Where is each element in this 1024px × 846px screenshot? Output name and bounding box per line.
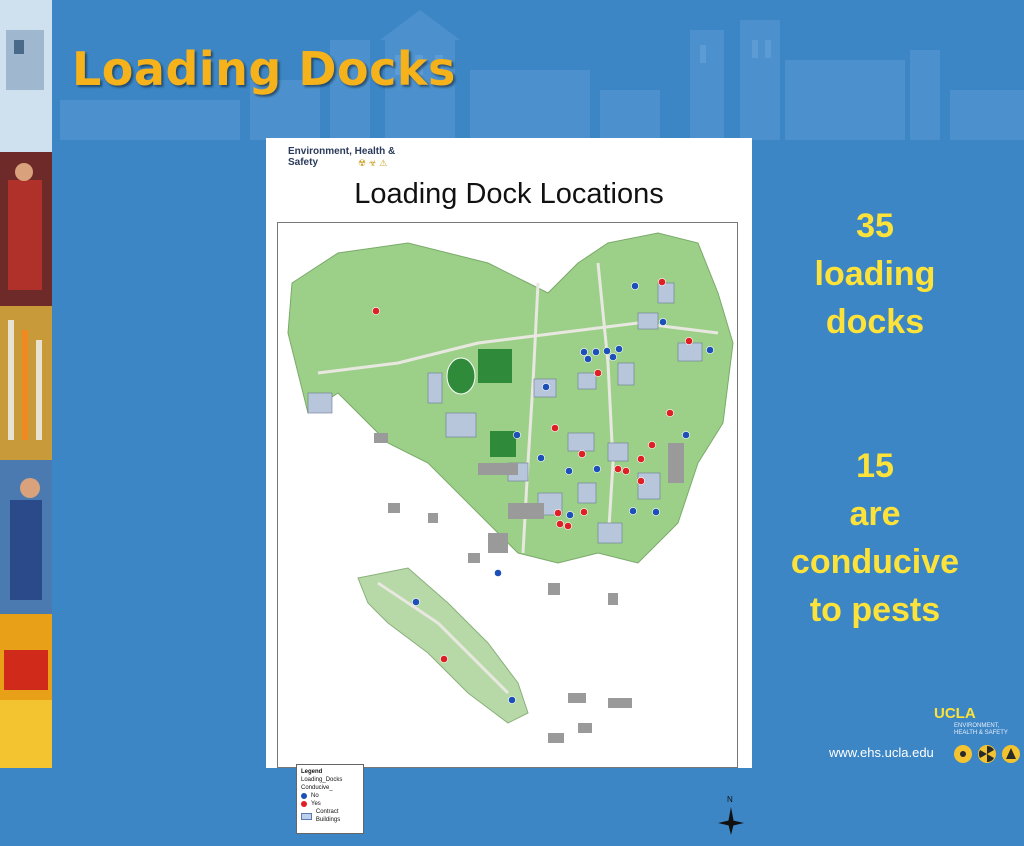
ehs-org-name: Environment, Health & Safety [288, 146, 396, 168]
ucla-ehs-logo [932, 705, 1012, 745]
loading-dock-conducive [578, 450, 585, 457]
conducive-line4: to pests [809, 591, 941, 629]
loading-dock-conducive [564, 522, 571, 529]
legend-row-yes [301, 800, 359, 808]
conducive-docks-stat [770, 442, 980, 634]
map-panel [266, 138, 752, 823]
slide-title: Loading Docks [72, 42, 456, 96]
legend-field: Conducive_ [301, 785, 333, 791]
total-docks-number: 35 [856, 207, 894, 245]
loading-dock-not-conducive [566, 511, 573, 518]
total-docks-line3: docks [825, 303, 925, 341]
loading-dock-conducive [637, 455, 644, 462]
loading-dock-not-conducive [629, 507, 636, 514]
loading-dock-conducive [685, 337, 692, 344]
loading-dock-not-conducive [513, 431, 520, 438]
north-label: N [727, 795, 733, 804]
building-swatch-icon [301, 813, 312, 820]
conducive-line2: are [849, 495, 901, 533]
loading-dock-conducive [666, 409, 673, 416]
map-title: Loading Dock Locations [354, 178, 664, 210]
loading-dock-not-conducive [565, 467, 572, 474]
conducive-line3: conducive [790, 543, 960, 581]
biohazard-icon [954, 745, 972, 763]
blue-dot-icon [301, 793, 307, 799]
legend-heading: Legend [301, 769, 323, 775]
legend-row-no [301, 792, 359, 800]
loading-dock-not-conducive [537, 454, 544, 461]
loading-dock-conducive [440, 655, 447, 662]
safety-icon [1002, 745, 1020, 763]
hazard-symbols-icon: ☢ ☣ ⚠ [358, 158, 388, 168]
loading-dock-not-conducive [584, 355, 591, 362]
loading-dock-not-conducive [659, 318, 666, 325]
ball-field [490, 431, 516, 457]
north-arrow [714, 795, 748, 841]
legend-buildings-label: Contract Buildings [315, 809, 341, 823]
track-field [447, 358, 475, 394]
loading-dock-conducive [658, 278, 665, 285]
loading-dock-not-conducive [494, 569, 501, 576]
loading-dock-conducive [648, 441, 655, 448]
ucla-logo-text: UCLA [934, 705, 976, 722]
photo-strip [0, 0, 52, 768]
total-docks-stat [770, 202, 980, 346]
loading-dock-not-conducive [609, 353, 616, 360]
loading-dock-conducive [614, 465, 621, 472]
loading-dock-not-conducive [615, 345, 622, 352]
loading-dock-not-conducive [592, 348, 599, 355]
hazard-icons [952, 743, 1022, 765]
radiation-icon [978, 745, 996, 763]
loading-dock-conducive [556, 520, 563, 527]
loading-dock-conducive [622, 467, 629, 474]
loading-dock-not-conducive [508, 696, 515, 703]
campus-map-drawing [278, 223, 737, 767]
campus-map [277, 222, 738, 823]
loading-dock-conducive [580, 508, 587, 515]
ehs-dept-text: ENVIRONMENT, HEALTH & SAFETY [954, 723, 1008, 736]
map-legend [296, 764, 364, 834]
loading-dock-not-conducive [412, 598, 419, 605]
loading-dock-not-conducive [593, 465, 600, 472]
soccer-field [478, 349, 512, 383]
legend-row-buildings [301, 808, 359, 824]
loading-dock-conducive [594, 369, 601, 376]
loading-dock-conducive [551, 424, 558, 431]
legend-yes-label: Yes [311, 801, 321, 807]
south-campus-area [358, 568, 528, 723]
loading-dock-not-conducive [631, 282, 638, 289]
loading-dock-conducive [554, 509, 561, 516]
loading-dock-not-conducive [542, 383, 549, 390]
loading-dock-not-conducive [706, 346, 713, 353]
loading-dock-not-conducive [603, 347, 610, 354]
loading-dock-conducive [372, 307, 379, 314]
total-docks-line2: loading [814, 255, 936, 293]
legend-no-label: No [311, 793, 319, 799]
red-dot-icon [301, 801, 307, 807]
loading-dock-not-conducive [652, 508, 659, 515]
loading-dock-not-conducive [580, 348, 587, 355]
legend-layer: Loading_Docks [301, 777, 343, 783]
loading-dock-conducive [637, 477, 644, 484]
conducive-number: 15 [856, 447, 894, 485]
website-link[interactable]: www.ehs.ucla.edu [829, 745, 934, 760]
loading-dock-not-conducive [682, 431, 689, 438]
